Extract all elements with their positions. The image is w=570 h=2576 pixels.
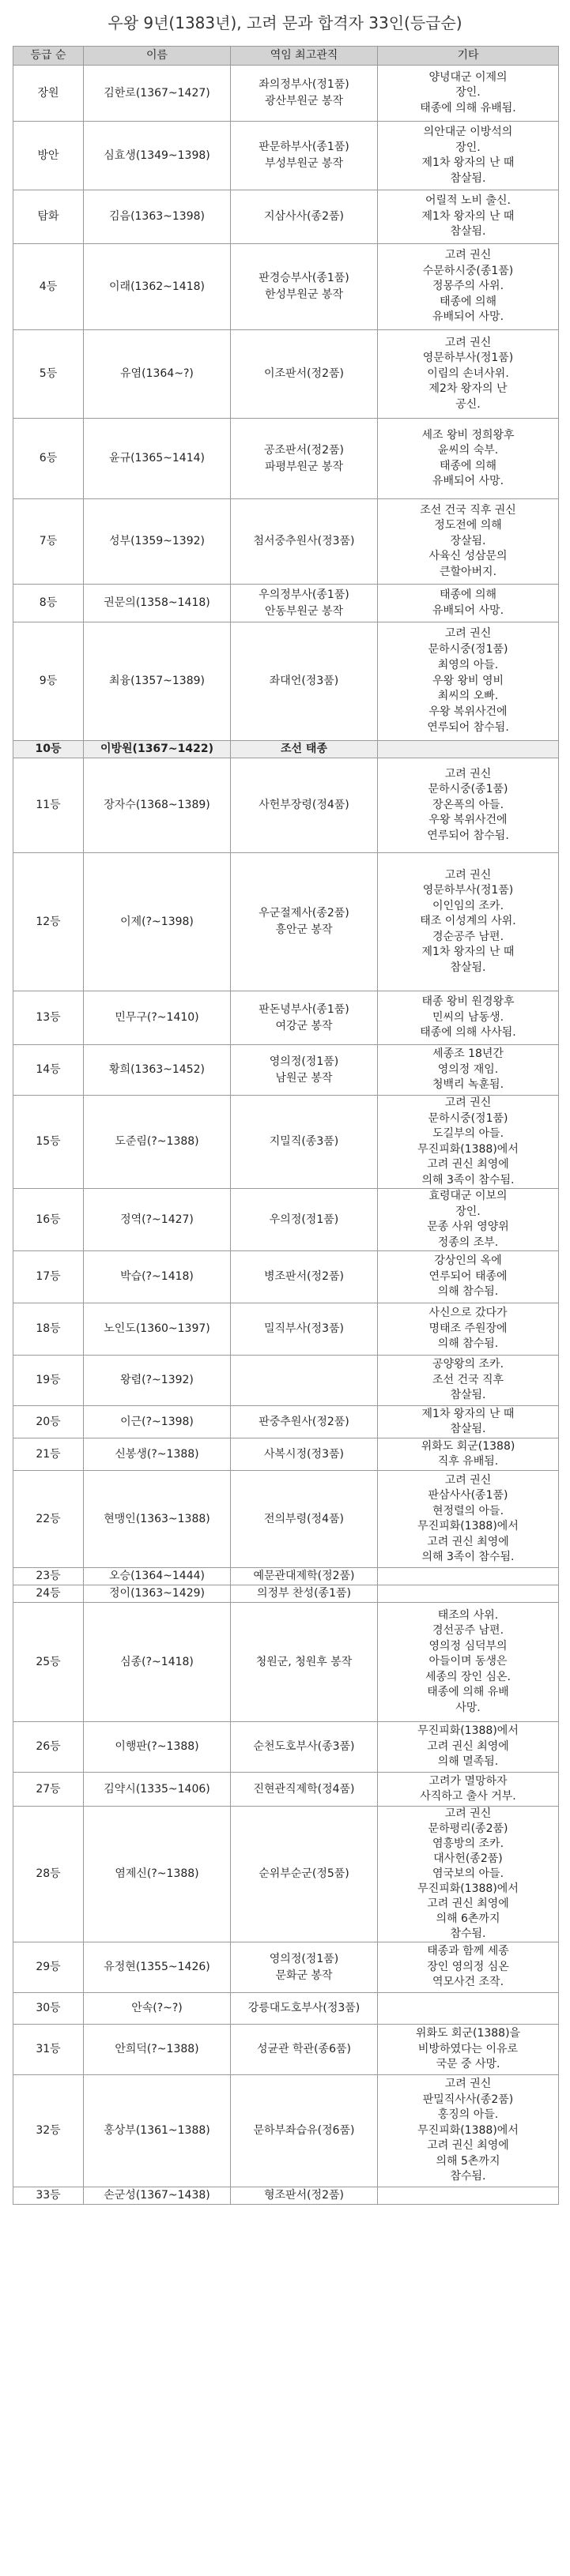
rank-cell: 27등 [13, 1773, 84, 1807]
table-body [13, 66, 559, 2205]
office-cell: 진현관직제학(정4품) [231, 1773, 378, 1807]
name-cell: 김약시(1335~1406) [84, 1773, 231, 1807]
note-cell: 태종 왕비 원경왕후 민씨의 남동생. 태종에 의해 사사됨. [378, 991, 559, 1045]
office-cell: 형조판서(정2품) [231, 2187, 378, 2205]
note-cell: 사신으로 갔다가 명태조 주원장에 의해 참수됨. [378, 1303, 559, 1356]
table-row [13, 991, 559, 1045]
name-cell: 황희(1363~1452) [84, 1045, 231, 1096]
name-cell: 유염(1364~?) [84, 330, 231, 419]
office-cell: 순천도호부사(종3품) [231, 1722, 378, 1773]
office-cell: 지삼사사(종2품) [231, 190, 378, 244]
note-cell: 제1차 왕자의 난 때 참살됨. [378, 1406, 559, 1438]
office-cell: 밀직부사(정3품) [231, 1303, 378, 1356]
rank-cell: 16등 [13, 1189, 84, 1251]
rank-cell: 28등 [13, 1807, 84, 1942]
office-cell: 좌대언(정3품) [231, 622, 378, 741]
table-row [13, 330, 559, 419]
office-cell [231, 1356, 378, 1406]
office-cell: 우의정부사(종1품) 안동부원군 봉작 [231, 585, 378, 622]
office-cell: 문하부좌습유(정6품) [231, 2075, 378, 2187]
office-cell: 판경승부사(종1품) 한성부원군 봉작 [231, 244, 378, 330]
note-cell: 고려 권신 판삼사사(종1품) 현정렬의 아들. 무진피화(1388)에서 고려 권신 최영에 의해 3족이 참수됨. [378, 1471, 559, 1568]
rank-cell: 12등 [13, 853, 84, 991]
name-cell: 손군성(1367~1438) [84, 2187, 231, 2205]
note-cell: 조선 건국 직후 권신 정도전에 의해 장살됨. 사육신 성삼문의 큰할아버지. [378, 499, 559, 585]
rank-cell: 13등 [13, 991, 84, 1045]
rank-cell: 4등 [13, 244, 84, 330]
table-row [13, 1603, 559, 1722]
rank-cell: 30등 [13, 1993, 84, 2025]
rank-cell: 17등 [13, 1251, 84, 1303]
office-cell: 좌의정부사(정1품) 광산부원군 봉작 [231, 66, 378, 122]
note-cell: 세조 왕비 정희왕후 윤씨의 숙부. 태종에 의해 유배되어 사망. [378, 419, 559, 499]
rank-cell: 20등 [13, 1406, 84, 1438]
office-cell: 전의부령(정4품) [231, 1471, 378, 1568]
note-cell: 어릴적 노비 출신. 제1차 왕자의 난 때 참살됨. [378, 190, 559, 244]
note-cell: 태종과 함께 세종 장인 영의정 심온 역모사건 조작. [378, 1942, 559, 1993]
rank-cell: 14등 [13, 1045, 84, 1096]
examinee-table [13, 46, 559, 2205]
name-cell: 노인도(1360~1397) [84, 1303, 231, 1356]
note-cell [378, 1993, 559, 2025]
rank-cell: 7등 [13, 499, 84, 585]
office-cell: 성균관 학관(종6품) [231, 2025, 378, 2075]
rank-cell: 33등 [13, 2187, 84, 2205]
office-cell: 사헌부장령(정4품) [231, 758, 378, 853]
note-cell: 무진피화(1388)에서 고려 권신 최영에 의해 멸족됨. [378, 1722, 559, 1773]
note-cell: 고려 권신 문하시중(정1품) 도길부의 아들. 무진피화(1388)에서 고려 권신 최영에 의해 3족이 참수됨. [378, 1096, 559, 1189]
rank-cell: 장원 [13, 66, 84, 122]
office-cell: 우군절제사(종2품) 흥안군 봉작 [231, 853, 378, 991]
name-cell: 성부(1359~1392) [84, 499, 231, 585]
table-row [13, 1807, 559, 1942]
name-cell: 김한로(1367~1427) [84, 66, 231, 122]
name-cell: 정역(?~1427) [84, 1189, 231, 1251]
note-cell: 위화도 회군(1388) 직후 유배됨. [378, 1438, 559, 1471]
note-cell [378, 2187, 559, 2205]
table-row [13, 244, 559, 330]
office-cell: 의정부 찬성(종1품) [231, 1585, 378, 1603]
name-cell: 안속(?~?) [84, 1993, 231, 2025]
table-row [13, 1722, 559, 1773]
table-row [13, 2025, 559, 2075]
rank-cell: 11등 [13, 758, 84, 853]
rank-cell: 9등 [13, 622, 84, 741]
office-cell: 공조판서(정2품) 파평부원군 봉작 [231, 419, 378, 499]
table-row [13, 1406, 559, 1438]
table-row [13, 1773, 559, 1807]
name-cell: 장자수(1368~1389) [84, 758, 231, 853]
note-cell: 의안대군 이방석의 장인. 제1차 왕자의 난 때 참살됨. [378, 122, 559, 190]
name-cell: 유정현(1355~1426) [84, 1942, 231, 1993]
table-row [13, 853, 559, 991]
header-rank: 등급 순 [13, 47, 84, 66]
rank-cell: 방안 [13, 122, 84, 190]
header-office: 역임 최고관직 [231, 47, 378, 66]
table-row [13, 1096, 559, 1189]
name-cell: 이방원(1367~1422) [84, 741, 231, 758]
rank-cell: 22등 [13, 1471, 84, 1568]
office-cell: 우의정(정1품) [231, 1189, 378, 1251]
name-cell: 염제신(?~1388) [84, 1807, 231, 1942]
table-row [13, 122, 559, 190]
office-cell: 첨서중추원사(정3품) [231, 499, 378, 585]
name-cell: 왕렴(?~1392) [84, 1356, 231, 1406]
name-cell: 현맹인(1363~1388) [84, 1471, 231, 1568]
office-cell: 판돈녕부사(종1품) 여강군 봉작 [231, 991, 378, 1045]
note-cell: 효령대군 이보의 장인. 문종 사위 영양위 정종의 조부. [378, 1189, 559, 1251]
name-cell: 민무구(?~1410) [84, 991, 231, 1045]
rank-cell: 탐화 [13, 190, 84, 244]
rank-cell: 15등 [13, 1096, 84, 1189]
table-row [13, 499, 559, 585]
note-cell: 세종조 18년간 영의정 재임. 청백리 녹훈됨. [378, 1045, 559, 1096]
table-row [13, 1993, 559, 2025]
note-cell: 공양왕의 조카. 조선 건국 직후 참살됨. [378, 1356, 559, 1406]
note-cell: 위화도 회군(1388)을 비방하였다는 이유로 국문 중 사망. [378, 2025, 559, 2075]
office-cell: 예문관대제학(정2품) [231, 1568, 378, 1585]
table-row [13, 1942, 559, 1993]
note-cell [378, 741, 559, 758]
table-row [13, 1303, 559, 1356]
name-cell: 김음(1363~1398) [84, 190, 231, 244]
office-cell: 순위부순군(정5품) [231, 1807, 378, 1942]
table-row [13, 1585, 559, 1603]
note-cell: 고려 권신 문하시중(종1품) 장온폭의 아들. 우왕 복위사건에 연루되어 참수됨. [378, 758, 559, 853]
name-cell: 권문의(1358~1418) [84, 585, 231, 622]
note-cell: 고려 권신 영문하부사(정1품) 이림의 손녀사위. 제2차 왕자의 난 공신. [378, 330, 559, 419]
rank-cell: 31등 [13, 2025, 84, 2075]
table-row [13, 419, 559, 499]
table-row [13, 2187, 559, 2205]
note-cell: 고려 권신 수문하시중(종1품) 정몽주의 사위. 태종에 의해 유배되어 사망. [378, 244, 559, 330]
header-name: 이름 [84, 47, 231, 66]
office-cell: 이조판서(정2품) [231, 330, 378, 419]
rank-cell: 23등 [13, 1568, 84, 1585]
name-cell: 이제(?~1398) [84, 853, 231, 991]
rank-cell: 25등 [13, 1603, 84, 1722]
office-cell: 영의정(정1품) 문화군 봉작 [231, 1942, 378, 1993]
table-row [13, 741, 559, 758]
name-cell: 심효생(1349~1398) [84, 122, 231, 190]
table-row [13, 1045, 559, 1096]
page-title: 우왕 9년(1383년), 고려 문과 합격자 33인(등급순) [108, 13, 462, 32]
rank-cell: 18등 [13, 1303, 84, 1356]
rank-cell: 24등 [13, 1585, 84, 1603]
table-row [13, 1471, 559, 1568]
office-cell: 사복시정(정3품) [231, 1438, 378, 1471]
note-cell: 고려 권신 문하평리(종2품) 염흥방의 조카. 대사헌(종2품) 염국보의 아들. 무진피화(1388)에서 고려 권신 최영에 의해 6촌까지 참수됨. [378, 1807, 559, 1942]
header-note: 기타 [378, 47, 559, 66]
table-row [13, 1438, 559, 1471]
name-cell: 최융(1357~1389) [84, 622, 231, 741]
table-row [13, 1356, 559, 1406]
table-row [13, 190, 559, 244]
rank-cell: 10등 [13, 741, 84, 758]
note-cell: 양녕대군 이제의 장인. 태종에 의해 유배됨. [378, 66, 559, 122]
rank-cell: 21등 [13, 1438, 84, 1471]
rank-cell: 19등 [13, 1356, 84, 1406]
note-cell: 태종에 의해 유배되어 사망. [378, 585, 559, 622]
rank-cell: 29등 [13, 1942, 84, 1993]
rank-cell: 26등 [13, 1722, 84, 1773]
name-cell: 홍상부(1361~1388) [84, 2075, 231, 2187]
name-cell: 심종(?~1418) [84, 1603, 231, 1722]
name-cell: 오승(1364~1444) [84, 1568, 231, 1585]
rank-cell: 8등 [13, 585, 84, 622]
office-cell: 조선 태종 [231, 741, 378, 758]
table-row [13, 2075, 559, 2187]
name-cell: 신봉생(?~1388) [84, 1438, 231, 1471]
header-row [13, 47, 559, 66]
rank-cell: 32등 [13, 2075, 84, 2187]
note-cell: 태조의 사위. 경선공주 남편. 영의정 심덕부의 아들이며 동생은 세종의 장인 심온. 태종에 의해 유배 사망. [378, 1603, 559, 1722]
note-cell [378, 1568, 559, 1585]
name-cell: 정이(1363~1429) [84, 1585, 231, 1603]
name-cell: 이근(?~1398) [84, 1406, 231, 1438]
note-cell: 고려 권신 판밀직사사(종2품) 홍징의 아들. 무진피화(1388)에서 고려 권신 최영에 의해 5촌까지 참수됨. [378, 2075, 559, 2187]
office-cell: 영의정(정1품) 남원군 봉작 [231, 1045, 378, 1096]
note-cell: 강상인의 옥에 연루되어 태종에 의해 참수됨. [378, 1251, 559, 1303]
table-row [13, 1251, 559, 1303]
name-cell: 이행판(?~1388) [84, 1722, 231, 1773]
table-row [13, 758, 559, 853]
name-cell: 도준림(?~1388) [84, 1096, 231, 1189]
note-cell: 고려 권신 영문하부사(정1품) 이인임의 조카. 태조 이성계의 사위. 경순공주 남편. 제1차 왕자의 난 때 참살됨. [378, 853, 559, 991]
name-cell: 박습(?~1418) [84, 1251, 231, 1303]
table-row [13, 585, 559, 622]
office-cell: 판문하부사(종1품) 부성부원군 봉작 [231, 122, 378, 190]
table-row [13, 622, 559, 741]
office-cell: 판중추원사(정2품) [231, 1406, 378, 1438]
name-cell: 윤규(1365~1414) [84, 419, 231, 499]
name-cell: 이래(1362~1418) [84, 244, 231, 330]
table-row [13, 1568, 559, 1585]
note-cell: 고려가 멸망하자 사직하고 출사 거부. [378, 1773, 559, 1807]
office-cell: 청원군, 청원후 봉작 [231, 1603, 378, 1722]
rank-cell: 5등 [13, 330, 84, 419]
table-row [13, 1189, 559, 1251]
office-cell: 강릉대도호부사(정3품) [231, 1993, 378, 2025]
note-cell [378, 1585, 559, 1603]
office-cell: 지밀직(종3품) [231, 1096, 378, 1189]
table-row [13, 66, 559, 122]
office-cell: 병조판서(정2품) [231, 1251, 378, 1303]
name-cell: 안희덕(?~1388) [84, 2025, 231, 2075]
note-cell: 고려 권신 문하시중(정1품) 최영의 아들. 우왕 왕비 영비 최씨의 오빠. 우왕 복위사건에 연루되어 참수됨. [378, 622, 559, 741]
rank-cell: 6등 [13, 419, 84, 499]
